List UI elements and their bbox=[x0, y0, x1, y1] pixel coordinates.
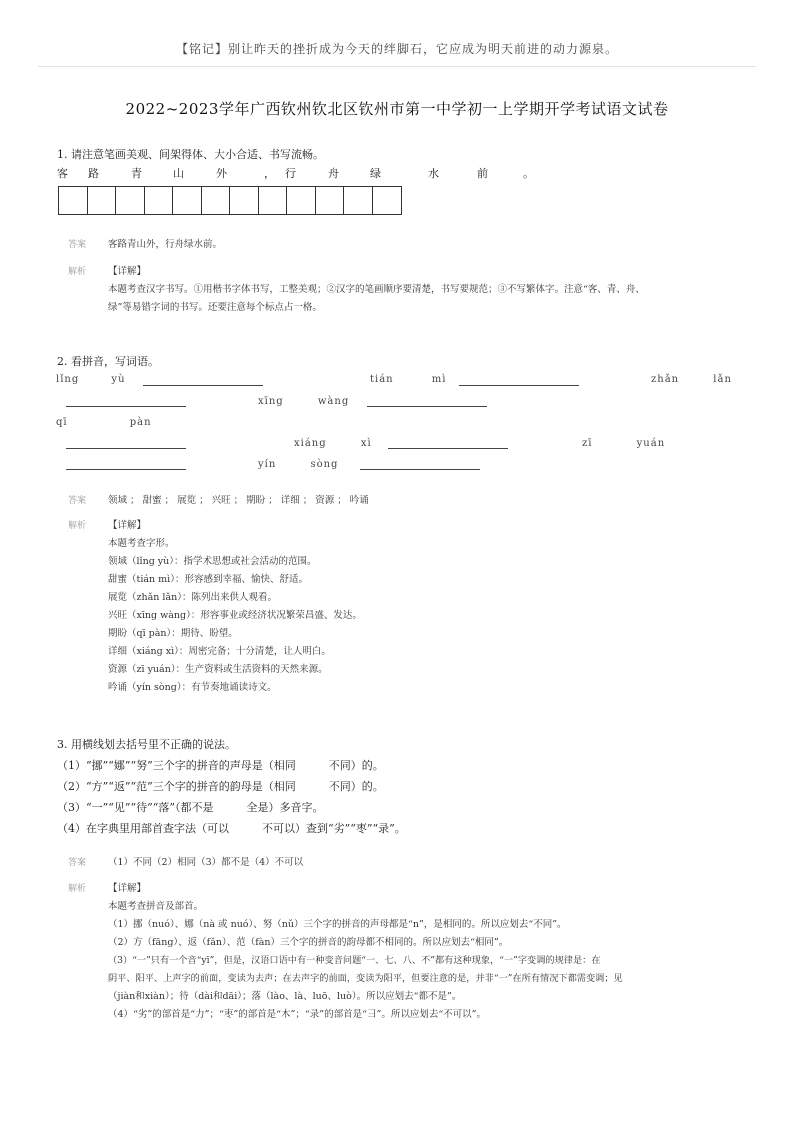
writing-cell[interactable] bbox=[344, 187, 373, 214]
q2-analysis-line: 详细（xiáng xì）：周密完备；十分清楚，让人明白。 bbox=[108, 646, 331, 657]
q3-detail-label: 【详解】 bbox=[108, 883, 147, 894]
pinyin-prompt: lǐng yù bbox=[56, 374, 126, 385]
q3-analysis-tag: 解析 bbox=[68, 884, 87, 894]
q2-answer-tag: 答案 bbox=[68, 496, 87, 506]
q1-char: 。 bbox=[523, 167, 534, 180]
pinyin-prompt: xiáng xì bbox=[294, 438, 372, 449]
q3-answer-tag: 答案 bbox=[68, 858, 87, 868]
writing-cell[interactable] bbox=[173, 187, 202, 214]
q3-analysis-line: （1）挪（nuó）、娜（nà 或 nuó）、努（nǔ）三个字的拼音的声母都是“n”，是相同的。所以应划去“不同”。 bbox=[108, 919, 567, 930]
writing-cell[interactable] bbox=[230, 187, 259, 214]
writing-cell[interactable] bbox=[373, 187, 402, 214]
writing-cell[interactable] bbox=[145, 187, 174, 214]
q3-item: （4）在字典里用部首查字法（可以 不可以）查到“劣”“枣”“录”。 bbox=[57, 822, 406, 835]
q2-analysis-line: 吟诵（yín sòng）：有节奏地诵读诗文。 bbox=[108, 682, 277, 693]
q3-analysis-line: 阴平、阳平、上声字的前面，变读为去声；在去声字的前面，变读为阳平，但要注意的是，并非“一”在所有情况下都需变调；见 bbox=[108, 973, 623, 984]
q2-analysis-line: 展览（zhǎn lǎn）：陈列出来供人观看。 bbox=[108, 592, 277, 603]
writing-grid[interactable] bbox=[58, 186, 402, 215]
header-divider bbox=[38, 66, 756, 67]
q2-analysis-line: 兴旺（xīng wàng）：形容事业或经济状况繁荣昌盛、发达。 bbox=[108, 610, 362, 621]
q1-char: 青 bbox=[131, 167, 142, 180]
q3-item: （2）“方”“返”“范”三个字的拼音的韵母是（相同 不同）的。 bbox=[57, 780, 384, 793]
writing-cell[interactable] bbox=[202, 187, 231, 214]
q1-analysis-line: 绿”等易错字词的书写。还要注意每个标点占一格。 bbox=[108, 302, 322, 313]
q1-analysis-tag: 解析 bbox=[68, 267, 87, 277]
answer-blank[interactable] bbox=[143, 385, 263, 386]
q1-char: 水 bbox=[428, 167, 439, 180]
q2-analysis-line: 甜蜜（tián mì）：形容感到幸福、愉快、舒适。 bbox=[108, 574, 308, 585]
question-3-prompt: 3. 用横线划去括号里不正确的说法。 bbox=[57, 738, 236, 751]
q3-answer: （1）不同（2）相同（3）都不是（4）不可以 bbox=[108, 857, 304, 868]
q1-answer: 客路青山外，行舟绿水前。 bbox=[108, 239, 223, 250]
q1-analysis-line: 本题考查汉字书写。①用楷书字体书写，工整美观；②汉字的笔画顺序要清楚，书写要规范；③不写繁体字。注意“客、青、舟、 bbox=[108, 284, 645, 295]
q3-item: （3）“一”“见”“待”“落”（都不是 全是）多音字。 bbox=[57, 801, 324, 814]
pinyin-prompt: qī pàn bbox=[56, 417, 152, 428]
answer-blank[interactable] bbox=[388, 448, 508, 449]
answer-blank[interactable] bbox=[360, 469, 480, 470]
q1-char: 舟 bbox=[328, 167, 339, 180]
q1-detail-label: 【详解】 bbox=[108, 266, 147, 277]
q3-analysis-line: （2）方（fāng）、返（fǎn）、范（fàn）三个字的拼音的韵母都不相同的。所以应划去“相同”。 bbox=[108, 937, 509, 948]
pinyin-prompt: tián mì bbox=[370, 374, 447, 385]
q3-item: （1）“挪”“娜”“努”三个字的拼音的声母是（相同 不同）的。 bbox=[57, 759, 384, 772]
q2-detail-label: 【详解】 bbox=[108, 520, 147, 531]
q2-analysis-line: 领域（lǐng yù）：指学术思想或社会活动的范围。 bbox=[108, 556, 317, 567]
writing-cell[interactable] bbox=[59, 187, 88, 214]
q1-char: 路 bbox=[88, 167, 99, 180]
q1-char: ， bbox=[264, 167, 275, 180]
pinyin-prompt: yín sòng bbox=[258, 459, 339, 470]
q2-analysis-line: 本题考查字形。 bbox=[108, 538, 175, 549]
pinyin-prompt: zhǎn lǎn bbox=[651, 374, 732, 385]
question-1-prompt: 1. 请注意笔画美观、间架得体、大小合适、书写流畅。 bbox=[57, 148, 324, 161]
writing-cell[interactable] bbox=[287, 187, 316, 214]
q2-analysis-line: 期盼（qī pàn）：期待、盼望。 bbox=[108, 628, 238, 639]
q1-char: 客 bbox=[57, 167, 68, 180]
q1-char: 山 bbox=[173, 167, 184, 180]
page-motto: 【铭记】别让昨天的挫折成为今天的绊脚石，它应成为明天前进的动力源泉。 bbox=[175, 42, 618, 56]
q1-char: 行 bbox=[285, 167, 296, 180]
writing-cell[interactable] bbox=[259, 187, 288, 214]
writing-cell[interactable] bbox=[88, 187, 117, 214]
q1-char: 外 bbox=[216, 167, 227, 180]
q1-char: 绿 bbox=[370, 167, 381, 180]
answer-blank[interactable] bbox=[66, 448, 186, 449]
q3-analysis-line: （4）“劣”的部首是“力”；“枣”的部首是“木”；“录”的部首是“彐”。所以应划去“不可以”。 bbox=[108, 1009, 487, 1020]
q3-analysis-line: 本题考查拼音及部首。 bbox=[108, 901, 204, 912]
q3-analysis-line: （3）“一”只有一个音“yī”，但是，汉语口语中有一种变音问题“一、七、八、不”都有这种现象，“一”字变调的规律是：在 bbox=[108, 955, 601, 966]
writing-cell[interactable] bbox=[116, 187, 145, 214]
q1-answer-tag: 答案 bbox=[68, 240, 87, 250]
q3-analysis-line: （jiàn和xiàn）；待（dài和dāi）；落（lào、là、luō、luò）。所以应划去“都不是”。 bbox=[108, 991, 462, 1002]
q2-analysis-tag: 解析 bbox=[68, 521, 87, 531]
answer-blank[interactable] bbox=[367, 406, 487, 407]
pinyin-prompt: xīng wàng bbox=[258, 396, 350, 407]
answer-blank[interactable] bbox=[459, 385, 579, 386]
pinyin-prompt: zī yuán bbox=[582, 438, 666, 449]
writing-cell[interactable] bbox=[316, 187, 345, 214]
q2-answer: 领域 ； 甜蜜 ； 展览 ； 兴旺 ； 期盼 ； 详细 ； 资源 ； 吟诵 bbox=[108, 495, 369, 506]
answer-blank[interactable] bbox=[66, 406, 186, 407]
q2-analysis-line: 资源（zī yuán）：生产资料或生活资料的天然来源。 bbox=[108, 664, 328, 675]
page-title: 2022~2023学年广西钦州钦北区钦州市第一中学初一上学期开学考试语文试卷 bbox=[125, 100, 669, 118]
answer-blank[interactable] bbox=[66, 469, 186, 470]
question-2-prompt: 2. 看拼音，写词语。 bbox=[57, 355, 159, 368]
q1-char: 前 bbox=[477, 167, 488, 180]
